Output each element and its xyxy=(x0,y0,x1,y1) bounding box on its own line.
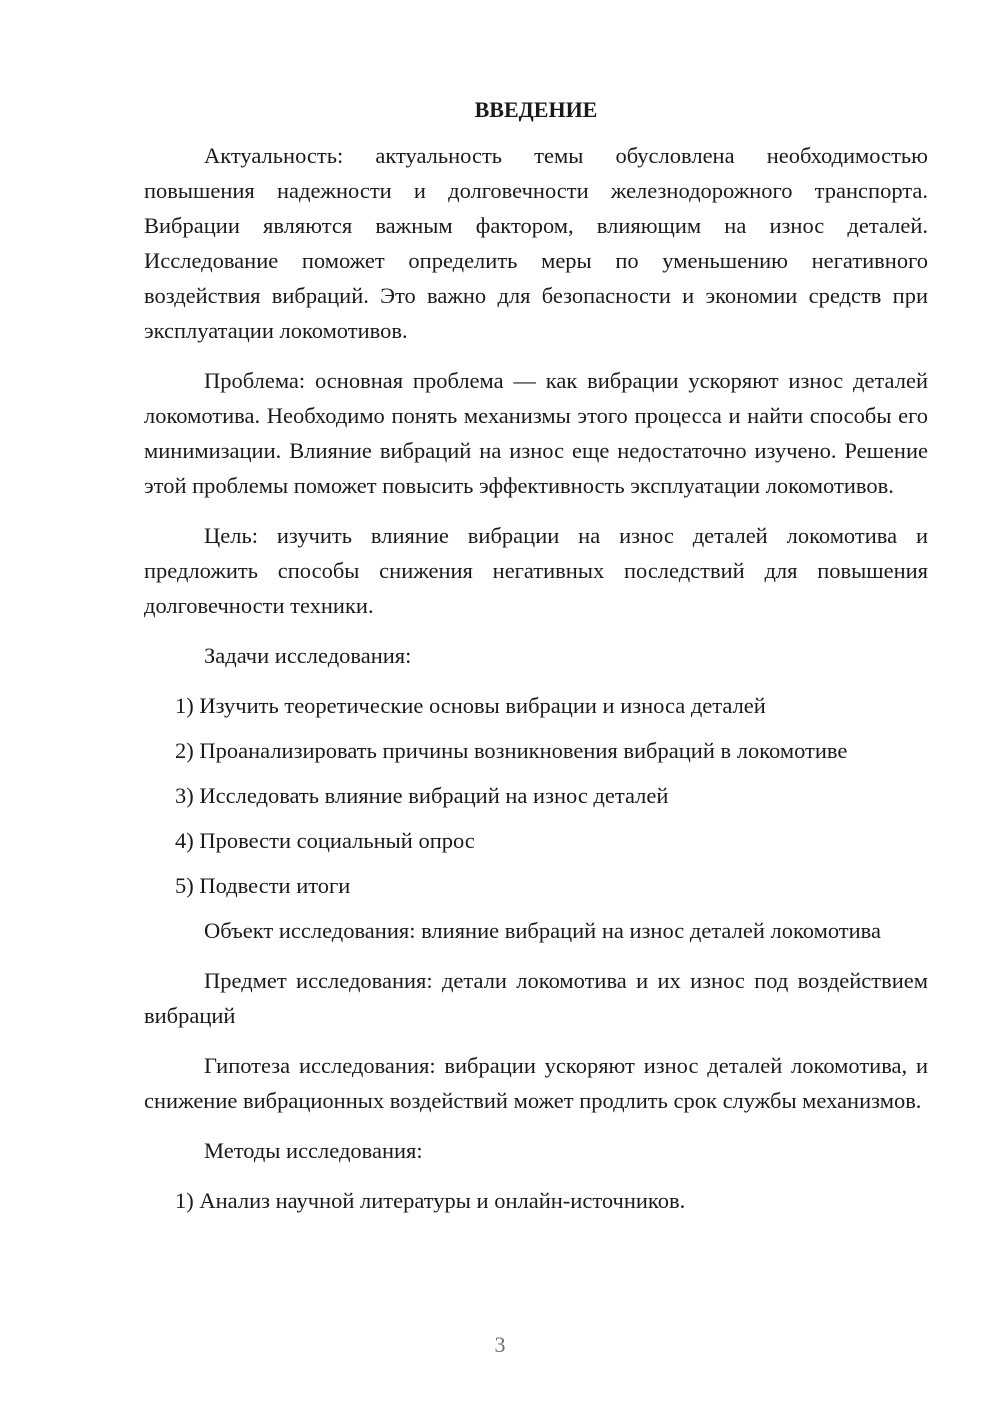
task-item-4: 4) Провести социальный опрос xyxy=(175,828,475,853)
task-item-1: 1) Изучить теоретические основы вибрации и износа деталей xyxy=(175,693,766,718)
problem-paragraph: Проблема: основная проблема — как вибрации ускоряют износ деталей локомотива. Необходимо понять механизмы этого процесса и найти способы его минимизации. Влияние вибраций на износ еще недостаточно изучено. Решение этой проблемы поможет повысить эффективность эксплуатации локомотивов. xyxy=(144,368,928,498)
page-number: 3 xyxy=(494,1332,506,1357)
actuality-paragraph: Актуальность: актуальность темы обусловлена необходимостью повышения надежности и долговечности железнодорожного транспорта. Вибрации являются важным фактором, влияющим на износ деталей. Исследование поможет определить меры по уменьшению негативного воздействия вибраций. Это важно для безопасности и экономии средств при эксплуатации локомотивов. xyxy=(144,143,928,343)
object-paragraph: Объект исследования: влияние вибраций на износ деталей локомотива xyxy=(204,918,881,943)
methods-label: Методы исследования: xyxy=(204,1138,423,1163)
task-item-3: 3) Исследовать влияние вибраций на износ деталей xyxy=(175,783,669,808)
page-title: ВВЕДЕНИЕ xyxy=(474,97,598,122)
subject-paragraph: Предмет исследования: детали локомотива и их износ под воздействием вибраций xyxy=(144,968,928,1028)
tasks-label: Задачи исследования: xyxy=(204,643,412,668)
task-item-2: 2) Проанализировать причины возникновения вибраций в локомотиве xyxy=(175,738,848,763)
method-item-1: 1) Анализ научной литературы и онлайн-источников. xyxy=(175,1188,686,1213)
hypothesis-paragraph: Гипотеза исследования: вибрации ускоряют износ деталей локомотива, и снижение вибрационных воздействий может продлить срок службы механизмов. xyxy=(144,1053,928,1113)
task-item-5: 5) Подвести итоги xyxy=(175,873,351,898)
goal-paragraph: Цель: изучить влияние вибрации на износ деталей локомотива и предложить способы снижения негативных последствий для повышения долговечности техники. xyxy=(144,523,928,618)
document-page xyxy=(144,94,928,1228)
